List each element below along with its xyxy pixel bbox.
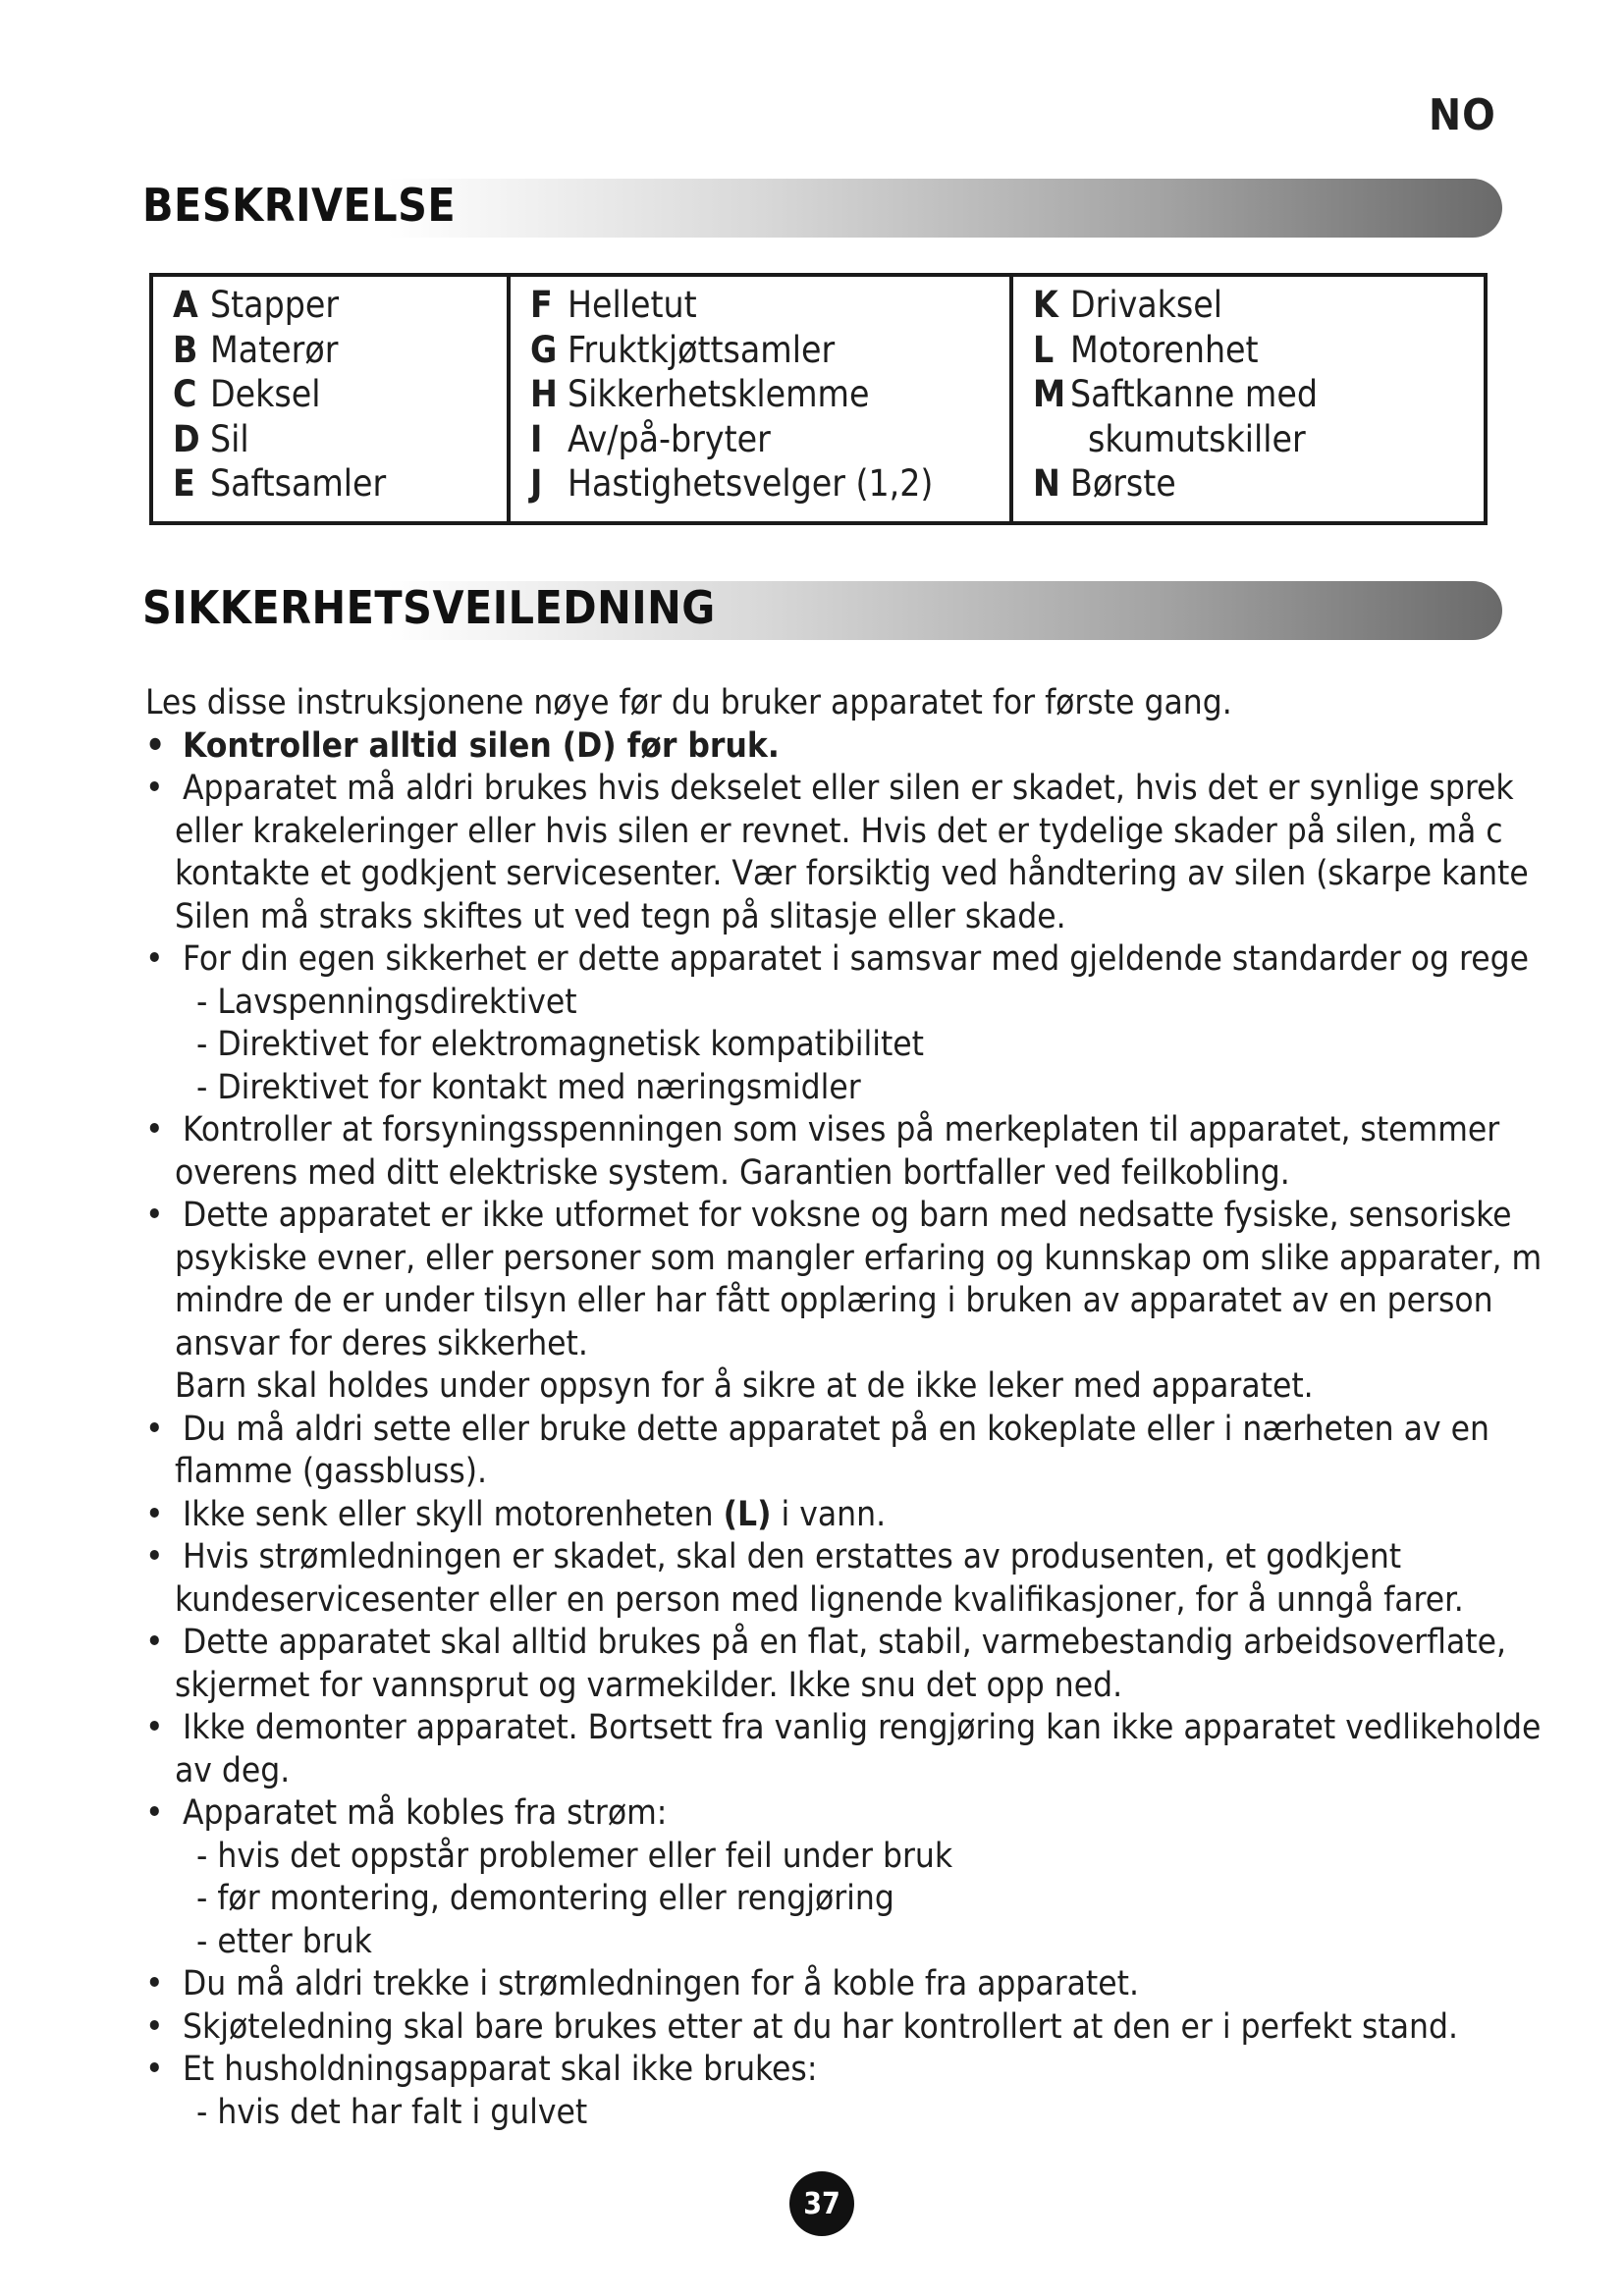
- intro-paragraph: Les disse instruksjonene nøye før du bruker apparatet for første gang.: [145, 683, 1232, 722]
- bullet-continuation: overens med ditt elektriske system. Garantien bortfaller ved feilkobling.: [175, 1152, 1290, 1193]
- bullet-voltage: • Kontroller at forsyningsspenningen som vises på merkeplaten til apparatet, stemmer: [145, 1109, 1624, 1152]
- bullet-disassembly: • Ikke demonter apparatet. Bortsett fra vanlig rengjøring kan ikke apparatet vedlikeholde: [145, 1707, 1624, 1750]
- part-item: I Av/på-bryter: [530, 417, 771, 460]
- bullet-unplug: • Apparatet må kobles fra strøm:: [145, 1792, 1624, 1836]
- section-title-safety: SIKKERHETSVEILEDNING: [142, 581, 716, 634]
- bullet-continuation: psykiske evner, eller personer som mangler erfaring og kunnskap om slike apparater, m: [175, 1238, 1543, 1278]
- section-title-description: BESKRIVELSE: [142, 179, 457, 232]
- part-item: D Sil: [173, 417, 249, 460]
- sub-item: - Lavspenningsdirektivet: [196, 982, 577, 1022]
- part-item: F Helletut: [530, 284, 697, 326]
- sub-item: - etter bruk: [196, 1921, 372, 1961]
- parts-column-2: [507, 277, 1009, 521]
- part-item-continuation: skumutskiller: [1088, 417, 1306, 460]
- bullet-pull-cord: • Du må aldri trekke i strømledningen for å koble fra apparatet.: [145, 1963, 1624, 2006]
- part-item: J Hastighetsvelger (1,2): [530, 462, 934, 505]
- bullet-continuation: kontakte et godkjent servicesenter. Vær forsiktig ved håndtering av silen (skarpe kante: [175, 854, 1529, 893]
- part-item: A Stapper: [173, 284, 340, 326]
- part-item: C Deksel: [173, 373, 321, 415]
- bullet-continuation: flamme (gassbluss).: [175, 1452, 488, 1491]
- part-item: M Saftkanne med: [1033, 373, 1318, 415]
- sub-item: - Direktivet for kontakt med næringsmidler: [196, 1067, 861, 1107]
- part-item: G Fruktkjøttsamler: [530, 328, 836, 371]
- bullet-check-sieve: • Kontroller alltid silen (D) før bruk.: [145, 725, 1624, 769]
- bullet-standards: • For din egen sikkerhet er dette apparatet i samsvar med gjeldende standarder og rege: [145, 938, 1624, 982]
- bullet-damaged-parts: • Apparatet må aldri brukes hvis dekselet eller silen er skadet, hvis det er synlige sprek: [145, 768, 1624, 811]
- part-item: N Børste: [1033, 462, 1176, 505]
- part-item: B Materør: [173, 328, 339, 371]
- sub-item: - før montering, demontering eller rengjøring: [196, 1879, 894, 1918]
- safety-instructions: [145, 682, 1589, 2134]
- part-item: L Motorenhet: [1033, 328, 1259, 371]
- bullet-not-use: • Et husholdningsapparat skal ikke brukes:: [145, 2049, 1624, 2092]
- language-code: NO: [1429, 90, 1496, 140]
- bullet-continuation: av deg.: [175, 1750, 291, 1790]
- bullet-continuation: eller krakeleringer eller hvis silen er revnet. Hvis det er tydelige skader på silen, må c: [175, 811, 1503, 851]
- sub-item: - hvis det har falt i gulvet: [196, 2092, 588, 2132]
- sub-item: - Direktivet for elektromagnetisk kompatibilitet: [196, 1025, 924, 1064]
- bullet-continuation: Silen må straks skiftes ut ved tegn på slitasje eller skade.: [175, 896, 1066, 936]
- bullet-hotplate: • Du må aldri sette eller bruke dette apparatet på en kokeplate eller i nærheten av en: [145, 1409, 1624, 1452]
- bullet-work-surface: • Dette apparatet skal alltid brukes på en flat, stabil, varmebestandig arbeidsoverflate,: [145, 1622, 1624, 1665]
- bullet-continuation: skjermet for vannsprut og varmekilder. Ikke snu det opp ned.: [175, 1665, 1123, 1705]
- part-item: H Sikkerhetsklemme: [530, 373, 870, 415]
- bullet-water: • Ikke senk eller skyll motorenheten (L) i vann.: [145, 1494, 1624, 1537]
- parts-table: [149, 273, 1488, 525]
- parts-column-3: [1009, 277, 1484, 521]
- parts-column-1: [153, 277, 507, 521]
- bullet-continuation: ansvar for deres sikkerhet.: [175, 1323, 588, 1363]
- bullet-continuation: Barn skal holdes under oppsyn for å sikre at de ikke leker med apparatet.: [175, 1366, 1314, 1406]
- bullet-power-cord: • Hvis strømledningen er skadet, skal den erstattes av produsenten, et godkjent: [145, 1536, 1624, 1579]
- bullet-continuation: kundeservicesenter eller en person med lignende kvalifikasjoner, for å unngå farer.: [175, 1579, 1464, 1620]
- part-item: E Saftsamler: [173, 462, 387, 505]
- bullet-reduced-capabilities: • Dette apparatet er ikke utformet for voksne og barn med nedsatte fysiske, sensoriske: [145, 1195, 1624, 1238]
- sub-item: - hvis det oppstår problemer eller feil under bruk: [196, 1836, 953, 1876]
- part-item: K Drivaksel: [1033, 284, 1223, 326]
- bullet-continuation: mindre de er under tilsyn eller har fått opplæring i bruken av apparatet av en person: [175, 1281, 1493, 1320]
- page-number: 37: [789, 2171, 854, 2236]
- bullet-extension-cord: • Skjøteledning skal bare brukes etter at du har kontrollert at den er i perfekt stand.: [145, 2006, 1624, 2050]
